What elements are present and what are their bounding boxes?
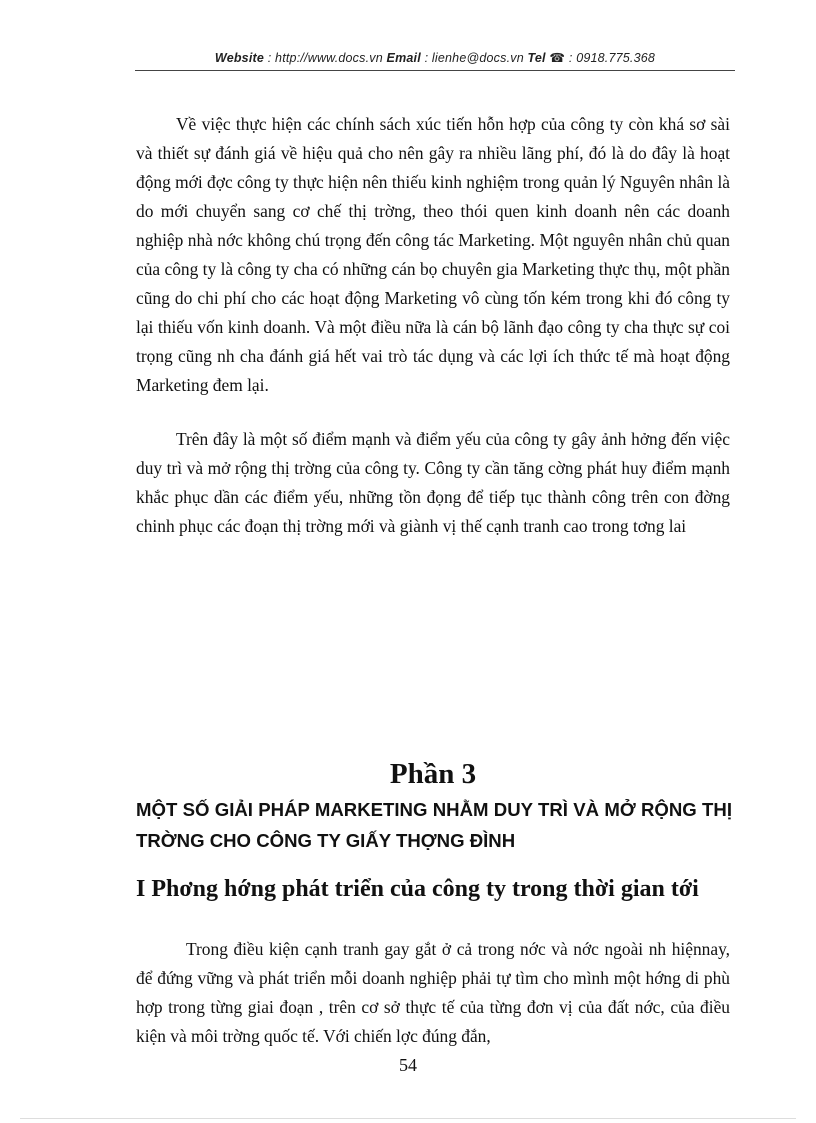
page-header xyxy=(135,50,735,65)
email-value: : lienhe@docs.vn xyxy=(420,51,528,65)
header-divider xyxy=(135,70,735,71)
tel-value: : 0918.775.368 xyxy=(565,51,656,65)
part-subtitle: MỘT SỐ GIẢI PHÁP MARKETING NHẰM DUY TRÌ VÀ MỞ RỘNG THỊ TRỜNG CHO CÔNG TY GIẤY THỢNG ĐÌNH xyxy=(136,799,732,851)
email-label: Email xyxy=(386,51,421,65)
website-value: : http://www.docs.vn xyxy=(264,51,387,65)
page-bottom-edge xyxy=(20,1118,796,1119)
paragraph-3-text: Trong điều kiện cạnh tranh gay gắt ở cả trong nớc và nớc ngoài nh hiệnnay, để đứng vững và phát triển mỗi doanh nghiệp phải tự tìm cho mình một hớng di phù hợp trong từng giai đoạn , trên cơ sở thực tế của từng đơn vị của đất nớc, của điều kiện và môi trờng quốc tế. Với chiến lợc đúng đắn, xyxy=(136,939,730,1046)
website-label: Website xyxy=(214,51,265,65)
paragraph-1 xyxy=(136,110,730,400)
paragraph-3 xyxy=(136,935,730,1051)
paragraph-1-text: Về việc thực hiện các chính sách xúc tiến hỗn hợp của công ty còn khá sơ sài và thiết sự đánh giá về hiệu quả cho nên gây ra nhiều lãng phí, đó là do đây là hoạt động mới đợc công ty thực hiện nên thiếu kinh nghiệm trong quản lý Nguyên nhân là do mới chuyển sang cơ chế thị trờng, theo thói quen kinh doanh nên các doanh nghiệp nhà nớc không chú trọng đến công tác Marketing. Một nguyên nhân chủ quan của công ty là công ty cha có những cán bọ chuyên gia Marketing thực thụ, một phần cũng do chi phí cho các hoạt động Marketing vô cùng tốn kém trong khi đó công ty lại thiếu vốn kinh doanh. Và một điều nữa là cán bộ lãnh đạo công ty cha thực sự coi trọng cũng nh cha đánh giá hết vai trò tác dụng và các lợi ích thức tế mà hoạt động Marketing đem lại. xyxy=(136,114,730,395)
tel-label: Tel ☎ xyxy=(527,51,566,65)
paragraph-2 xyxy=(136,425,730,541)
page-number: 54 xyxy=(399,1055,417,1075)
part-title: Phần 3 xyxy=(389,758,477,790)
paragraph-2-text: Trên đây là một số điểm mạnh và điểm yếu của công ty gây ảnh hởng đến việc duy trì và mở rộng thị trờng của công ty. Công ty cần tăng cờng phát huy điểm mạnh khắc phục dần các điểm yếu, những tồn đọng để tiếp tục thành công trên con đờng chinh phục các đoạn thị trờng mới và giành vị thế cạnh tranh cao trong tơng lai xyxy=(136,429,730,536)
section-title: I Phơng hớng phát triển của công ty trong thời gian tới xyxy=(136,876,699,902)
